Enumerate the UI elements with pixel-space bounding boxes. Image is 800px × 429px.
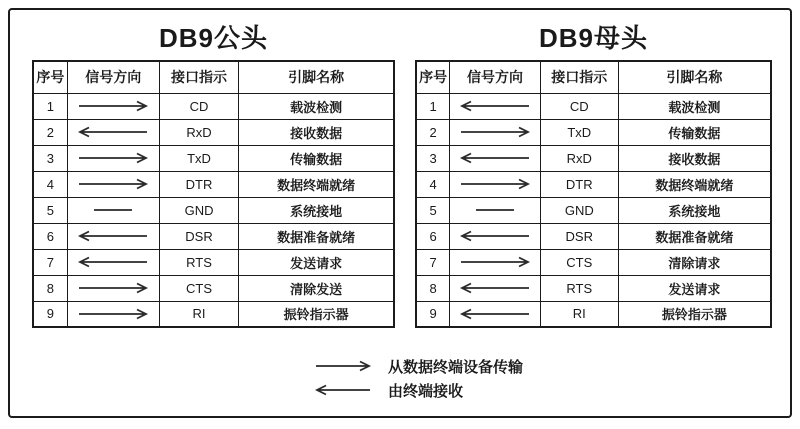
table-row [33, 249, 394, 275]
signal-abbr: CTS [540, 249, 618, 275]
arrow-left-icon [77, 256, 149, 268]
header-pin-number: 序号 [416, 61, 450, 93]
direction-cell [450, 301, 541, 327]
pin-name: 系统接地 [239, 197, 394, 223]
direction-cell [450, 223, 541, 249]
signal-abbr: RTS [159, 249, 238, 275]
legend-label: 从数据终端设备传输 [388, 358, 524, 376]
pin-number: 1 [416, 93, 450, 119]
db9-female-table [415, 60, 772, 328]
signal-abbr: RxD [159, 119, 238, 145]
table-row [33, 223, 394, 249]
signal-abbr: TxD [159, 145, 238, 171]
legend [312, 354, 523, 402]
table-row [416, 275, 771, 301]
pin-name: 振铃指示器 [618, 301, 771, 327]
pin-name: 数据准备就绪 [618, 223, 771, 249]
direction-cell [67, 197, 159, 223]
pin-name: 接收数据 [239, 119, 394, 145]
table-header-row [33, 61, 394, 93]
header-pin-number: 序号 [33, 61, 67, 93]
table-row [416, 249, 771, 275]
table-row [33, 301, 394, 327]
plain-line-icon [459, 204, 531, 216]
signal-abbr: DTR [540, 171, 618, 197]
header-pin-name: 引脚名称 [618, 61, 771, 93]
direction-cell [450, 171, 541, 197]
pin-number: 7 [416, 249, 450, 275]
pin-name: 传输数据 [618, 119, 771, 145]
pin-name: 数据终端就绪 [618, 171, 771, 197]
arrow-right-icon [459, 126, 531, 138]
table-header-row [416, 61, 771, 93]
direction-cell [67, 171, 159, 197]
pin-name: 载波检测 [618, 93, 771, 119]
signal-abbr: RI [540, 301, 618, 327]
signal-abbr: GND [540, 197, 618, 223]
direction-cell [450, 275, 541, 301]
pin-number: 5 [416, 197, 450, 223]
signal-abbr: DTR [159, 171, 238, 197]
pin-number: 9 [416, 301, 450, 327]
direction-cell [67, 249, 159, 275]
arrow-right-icon [77, 308, 149, 320]
pin-name: 数据准备就绪 [239, 223, 394, 249]
pin-name: 振铃指示器 [239, 301, 394, 327]
table-row [416, 223, 771, 249]
pin-name: 载波检测 [239, 93, 394, 119]
signal-abbr: RTS [540, 275, 618, 301]
arrow-right-icon [459, 178, 531, 190]
direction-cell [67, 223, 159, 249]
signal-abbr: CTS [159, 275, 238, 301]
pin-number: 8 [416, 275, 450, 301]
header-interface-indicator: 接口指示 [540, 61, 618, 93]
pin-number: 3 [33, 145, 67, 171]
direction-cell [450, 119, 541, 145]
table-row [416, 93, 771, 119]
pin-number: 1 [33, 93, 67, 119]
pin-number: 4 [33, 171, 67, 197]
pin-number: 7 [33, 249, 67, 275]
signal-abbr: TxD [540, 119, 618, 145]
pin-name: 清除请求 [618, 249, 771, 275]
pin-name: 发送请求 [239, 249, 394, 275]
pin-number: 4 [416, 171, 450, 197]
pin-number: 5 [33, 197, 67, 223]
table-row [33, 93, 394, 119]
arrow-right-icon [77, 152, 149, 164]
direction-cell [450, 93, 541, 119]
signal-abbr: DSR [159, 223, 238, 249]
signal-abbr: CD [540, 93, 618, 119]
arrow-left-icon [459, 152, 531, 164]
outer-frame [8, 8, 792, 418]
table-row [33, 119, 394, 145]
header-interface-indicator: 接口指示 [159, 61, 238, 93]
direction-cell [67, 275, 159, 301]
legend-row [312, 354, 523, 378]
signal-abbr: CD [159, 93, 238, 119]
table-title-female: DB9母头 [538, 23, 648, 53]
legend-arrow [312, 384, 374, 396]
pin-number: 2 [416, 119, 450, 145]
pin-number: 6 [33, 223, 67, 249]
arrow-left-icon [459, 100, 531, 112]
legend-label: 由终端接收 [388, 382, 464, 400]
arrow-left-icon [77, 230, 149, 242]
direction-cell [450, 249, 541, 275]
table-row [33, 171, 394, 197]
legend-arrow [312, 360, 374, 372]
direction-cell [450, 197, 541, 223]
table-row [416, 197, 771, 223]
table-row [416, 301, 771, 327]
direction-cell [67, 301, 159, 327]
db9-male-section [32, 16, 395, 328]
arrow-right-icon [77, 178, 149, 190]
pin-number: 9 [33, 301, 67, 327]
arrow-right-icon [77, 282, 149, 294]
direction-cell [450, 145, 541, 171]
pin-number: 8 [33, 275, 67, 301]
arrow-left-icon [314, 384, 372, 396]
pin-name: 数据终端就绪 [239, 171, 394, 197]
table-row [416, 145, 771, 171]
arrow-left-icon [459, 308, 531, 320]
pin-name: 系统接地 [618, 197, 771, 223]
arrow-left-icon [459, 230, 531, 242]
direction-cell [67, 145, 159, 171]
direction-cell [67, 93, 159, 119]
pin-number: 2 [33, 119, 67, 145]
table-title-male: DB9公头 [158, 23, 268, 53]
pin-name: 接收数据 [618, 145, 771, 171]
pin-name: 发送请求 [618, 275, 771, 301]
arrow-right-icon [459, 256, 531, 268]
signal-abbr: RxD [540, 145, 618, 171]
pin-name: 清除发送 [239, 275, 394, 301]
arrow-right-icon [314, 360, 372, 372]
arrow-left-icon [77, 126, 149, 138]
pin-name: 传输数据 [239, 145, 394, 171]
header-pin-name: 引脚名称 [239, 61, 394, 93]
signal-abbr: DSR [540, 223, 618, 249]
table-row [33, 197, 394, 223]
signal-abbr: RI [159, 301, 238, 327]
header-signal-direction: 信号方向 [67, 61, 159, 93]
table-row [33, 145, 394, 171]
pin-number: 3 [416, 145, 450, 171]
signal-abbr: GND [159, 197, 238, 223]
arrow-right-icon [77, 100, 149, 112]
db9-female-section [415, 16, 772, 328]
table-row [416, 119, 771, 145]
arrow-left-icon [459, 282, 531, 294]
plain-line-icon [77, 204, 149, 216]
direction-cell [67, 119, 159, 145]
db9-male-table [32, 60, 395, 328]
header-signal-direction: 信号方向 [450, 61, 541, 93]
pin-number: 6 [416, 223, 450, 249]
table-row [33, 275, 394, 301]
table-row [416, 171, 771, 197]
legend-row [312, 378, 523, 402]
